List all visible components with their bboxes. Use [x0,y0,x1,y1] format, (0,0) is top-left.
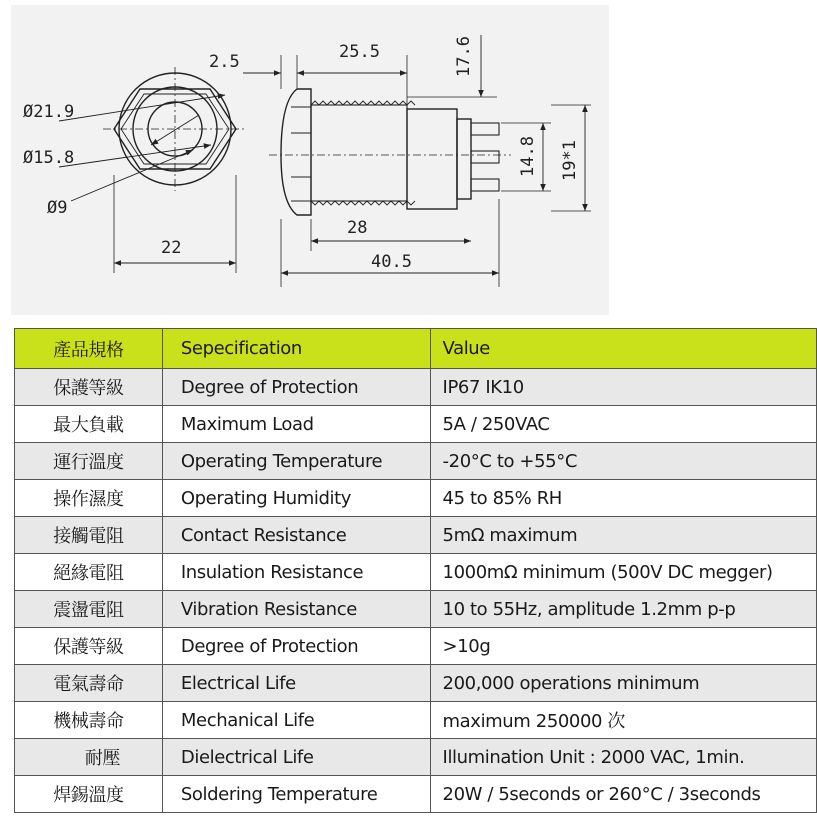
dim-label-h14-8: 14.8 [518,136,538,177]
dim-label-w2-5: 2.5 [209,52,240,72]
side-view [243,35,591,287]
row-en: Vibration Resistance [162,591,430,628]
table-header-row [15,329,817,369]
row-en: Degree of Protection [162,369,430,406]
bezel-head [281,89,311,215]
table-row [15,554,817,591]
row-zh: 焊錫溫度 [15,776,163,813]
dim-label-w25-5: 25.5 [339,42,380,62]
row-zh: 運行溫度 [15,443,163,480]
row-value: >10g [430,628,816,665]
row-value: 10 to 55Hz, amplitude 1.2mm p-p [430,591,816,628]
technical-drawing [11,5,609,315]
row-en: Electrical Life [162,665,430,702]
table-row [15,443,817,480]
row-zh: 震盪電阻 [15,591,163,628]
header-value: Value [430,329,816,369]
row-zh: 接觸電阻 [15,517,163,554]
row-en: Insulation Resistance [162,554,430,591]
dim-label-w22: 22 [161,238,182,258]
row-value: 5A / 250VAC [430,406,816,443]
front-view [59,67,247,273]
dim-label-h17-6: 17.6 [454,36,474,77]
table-row [15,776,817,813]
thread-bottom [311,201,415,205]
row-value: -20°C to +55°C [430,443,816,480]
threaded-body [311,105,407,201]
header-en: Sepecification [162,329,430,369]
row-value: 5mΩ maximum [430,517,816,554]
row-en: Maximum Load [162,406,430,443]
table-row [15,628,817,665]
row-value: 1000mΩ minimum (500V DC megger) [430,554,816,591]
row-zh: 機械壽命 [15,702,163,739]
row-zh: 絕緣電阻 [15,554,163,591]
header-zh: 產品規格 [15,329,163,369]
table-row [15,480,817,517]
spec-table [14,328,817,813]
row-en: Mechanical Life [162,702,430,739]
row-value: 20W / 5seconds or 260°C / 3seconds [430,776,816,813]
rear-housing [407,109,457,209]
row-value: maximum 250000 次 [430,702,816,739]
row-zh: 耐壓 [15,739,163,776]
row-en: Soldering Temperature [162,776,430,813]
row-en: Operating Temperature [162,443,430,480]
table-row [15,517,817,554]
dim-label-d9: Ø9 [47,198,68,218]
dim-label-w40-5: 40.5 [371,252,412,272]
row-en: Degree of Protection [162,628,430,665]
table-row [15,591,817,628]
row-en: Contact Resistance [162,517,430,554]
rear-cap [457,119,471,199]
row-value: 200,000 operations minimum [430,665,816,702]
thread-top [311,101,415,105]
dim-label-w28: 28 [347,218,368,238]
terminal-2 [471,151,499,163]
row-value: Illumination Unit : 2000 VAC, 1min. [430,739,816,776]
table-row [15,665,817,702]
table-row [15,702,817,739]
row-en: Operating Humidity [162,480,430,517]
row-zh: 電氣壽命 [15,665,163,702]
dim-label-d21-9: Ø21.9 [23,102,75,122]
table-row [15,369,817,406]
row-value: IP67 IK10 [430,369,816,406]
row-zh: 操作濕度 [15,480,163,517]
terminal-3 [471,179,499,191]
dim-label-d15-8: Ø15.8 [23,148,75,168]
row-value: 45 to 85% RH [430,480,816,517]
row-zh: 保護等級 [15,628,163,665]
row-zh: 最大負載 [15,406,163,443]
row-en: Dielectrical Life [162,739,430,776]
row-zh: 保護等級 [15,369,163,406]
table-row [15,739,817,776]
dimension-drawing-svg [11,5,609,315]
dim-label-h19x1: 19*1 [560,140,580,181]
table-row [15,406,817,443]
terminal-1 [471,123,499,135]
